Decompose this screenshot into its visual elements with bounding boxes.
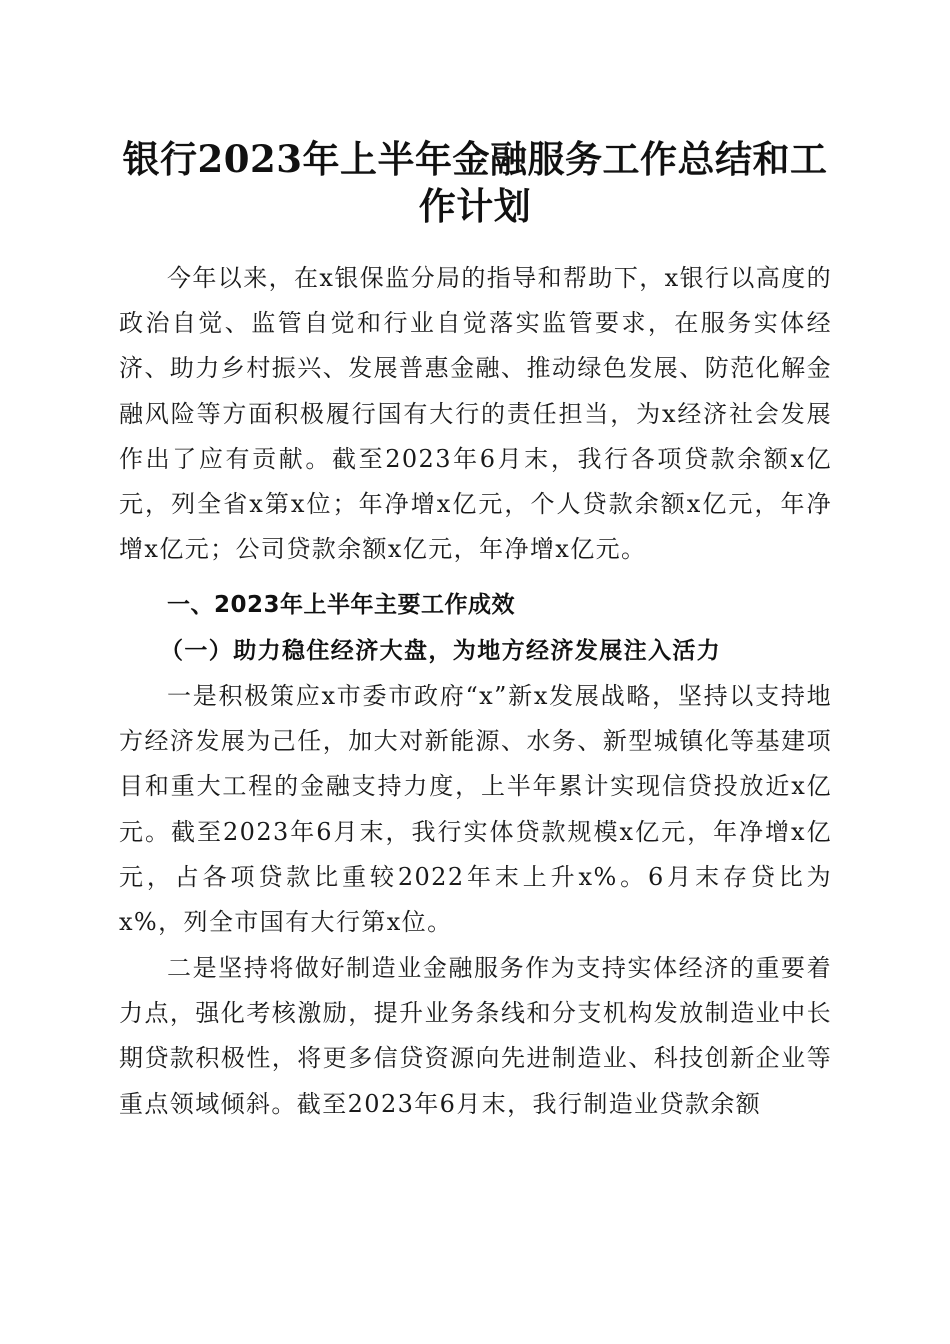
paragraph-two: 二是坚持将做好制造业金融服务作为支持实体经济的重要着力点，强化考核激励，提升业务条线和分支机构发放制造业中长期贷款积极性，将更多信贷资源向先进制造业、科技创新企业等重点领域倾斜。截至2023年6月末，我行制造业贷款余额 <box>119 954 832 1118</box>
subsection-heading: （一）助力稳住经济大盘，为地方经济发展注入活力 <box>160 637 722 664</box>
intro-paragraph: 今年以来，在x银保监分局的指导和帮助下，x银行以高度的政治自觉、监管自觉和行业自觉落实监管要求，在服务实体经济、助力乡村振兴、发展普惠金融、推动绿色发展、防范化解金融风险等方面积极履行国有大行的责任担当，为x经济社会发展作出了应有贡献。截至2023年6月末，我行各项贷款余额x亿元，列全省x第x位；年净增x亿元，个人贷款余额x亿元，年净增x亿元；公司贷款余额x亿元，年净增x亿元。 <box>119 264 832 564</box>
document-title: 银行2023年上半年金融服务工作总结和工作计划 <box>122 137 828 228</box>
paragraph-one: 一是积极策应x市委市政府“x”新x发展战略，坚持以支持地方经济发展为己任，加大对新能源、水务、新型城镇化等基建项目和重大工程的金融支持力度，上半年累计实现信贷投放近x亿元。截至2023年6月末，我行实体贷款规模x亿元，年净增x亿元，占各项贷款比重较2022年末上升x%。6月末存贷比为x%，列全市国有大行第x位。 <box>119 682 832 937</box>
section-heading: 一、2023年上半年主要工作成效 <box>167 592 516 618</box>
